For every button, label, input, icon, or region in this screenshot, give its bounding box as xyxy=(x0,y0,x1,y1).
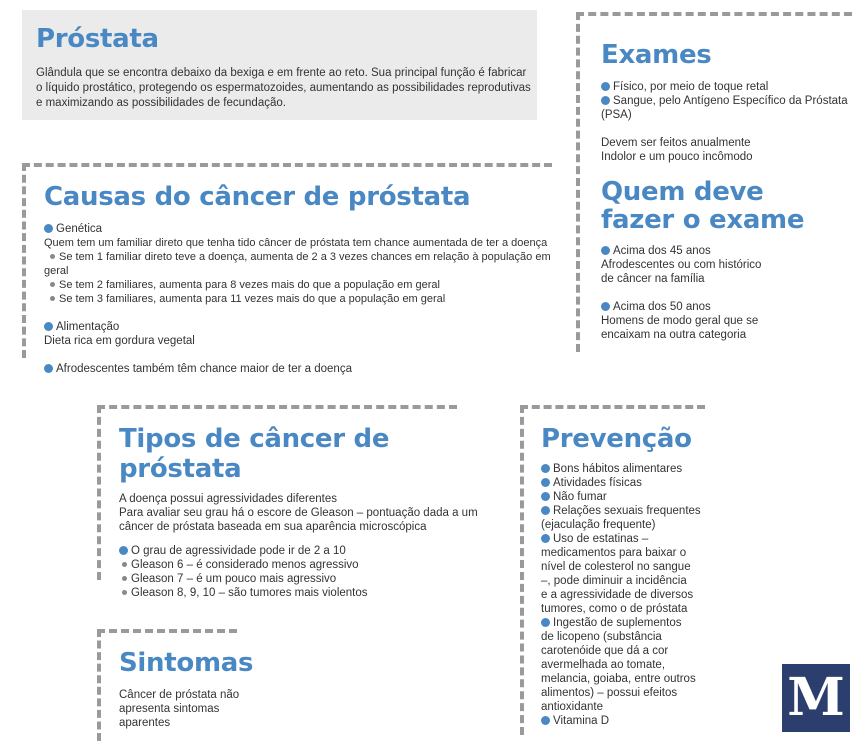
causas-subitem: Se tem 2 familiares, aumenta para 8 vezes mais do que a população em geral xyxy=(44,278,554,292)
exames-border-top xyxy=(576,12,852,16)
tipos-subitem: Gleason 8, 9, 10 – são tumores mais violentos xyxy=(119,586,479,600)
bullet-icon xyxy=(44,364,53,373)
prevencao-text: –, pode diminuir a incidência xyxy=(541,575,687,587)
quem-deve-section xyxy=(601,178,856,342)
exames-note: Indolor e um pouco incômodo xyxy=(601,151,753,163)
sintomas-border-left xyxy=(97,629,101,741)
bullet-icon xyxy=(44,322,53,331)
causas-text: Dieta rica em gordura vegetal xyxy=(44,335,195,347)
bullet-icon xyxy=(601,82,610,91)
causas-item: Afrodescentes também têm chance maior de ter a doença xyxy=(44,362,554,376)
causas-title: Causas do câncer de próstata xyxy=(44,182,471,212)
bullet-icon xyxy=(601,96,610,105)
bullet-icon xyxy=(541,464,550,473)
logo xyxy=(782,664,850,732)
bullet-icon xyxy=(541,534,550,543)
causas-subitem: Se tem 3 familiares, aumenta para 11 vezes mais do que a população em geral xyxy=(44,292,554,306)
exames-section xyxy=(601,40,856,164)
tipos-text: A doença possui agressividades diferentes xyxy=(119,493,338,505)
prevencao-text: melancia, goiaba, entre outros xyxy=(541,673,696,685)
quem-deve-text: Homens de modo geral que se xyxy=(601,315,759,327)
causas-subitem: Se tem 1 familiar direto teve a doença, aumenta de 2 a 3 vezes chances em relação à população em geral xyxy=(44,251,551,277)
prevencao-text: de licopeno (substância xyxy=(541,631,662,643)
causas-item: Alimentação xyxy=(44,320,554,334)
prevencao-item: Relações sexuais frequentes xyxy=(541,504,771,518)
bullet-icon xyxy=(541,478,550,487)
sintomas-section xyxy=(119,648,319,730)
prevencao-text: tumores, como o de próstata xyxy=(541,603,688,615)
causas-section xyxy=(44,182,554,376)
sintomas-text: aparentes xyxy=(119,717,171,729)
prevencao-text: alimentos) – possui efeitos xyxy=(541,687,678,699)
prevencao-item: Atividades físicas xyxy=(541,476,771,490)
bullet-icon xyxy=(541,492,550,501)
sintomas-title: Sintomas xyxy=(119,648,254,678)
sintomas-border-top xyxy=(97,629,237,633)
exames-item: Sangue, pelo Antígeno Específico da Próstata (PSA) xyxy=(601,95,848,121)
exames-note: Devem ser feitos anualmente xyxy=(601,137,751,149)
prostata-description: Glândula que se encontra debaixo da bexiga e em frente ao reto. Sua principal função é fabricar o líquido prostático, protegendo os espermatozoides, aumentando as possibilidades reprodutivas e maximizando as possibilidades de fecundação. xyxy=(36,67,531,109)
quem-deve-title: Quem deve fazer o exame xyxy=(601,177,805,235)
bullet-icon xyxy=(601,302,610,311)
bullet-icon xyxy=(44,224,53,233)
quem-deve-item: Acima dos 50 anos xyxy=(601,300,856,314)
prevencao-item: Vitamina D xyxy=(541,714,771,728)
sintomas-text: Câncer de próstata não xyxy=(119,689,240,701)
tipos-title: Tipos de câncer de próstata xyxy=(119,424,390,484)
prevencao-section xyxy=(541,424,771,728)
tipos-subitem: Gleason 7 – é um pouco mais agressivo xyxy=(119,572,479,586)
small-bullet-icon xyxy=(122,590,127,595)
causas-item: Genética xyxy=(44,222,554,236)
prevencao-item: Uso de estatinas – xyxy=(541,532,771,546)
prostata-section xyxy=(22,10,537,120)
prostata-title: Próstata xyxy=(36,24,159,54)
causas-text: Quem tem um familiar direto que tenha tido câncer de próstata tem chance aumentada de ter a doença xyxy=(44,237,548,249)
logo-letter: M xyxy=(787,667,845,728)
tipos-item: O grau de agressividade pode ir de 2 a 10 xyxy=(119,544,479,558)
bullet-icon xyxy=(119,546,128,555)
tipos-subitem: Gleason 6 – é considerado menos agressivo xyxy=(119,558,479,572)
prevencao-text: e a agressividade de diversos xyxy=(541,589,694,601)
tipos-border-top xyxy=(97,405,457,409)
causas-border-left xyxy=(22,163,26,358)
sintomas-text: apresenta sintomas xyxy=(119,703,220,715)
exames-item: Físico, por meio de toque retal xyxy=(601,80,856,94)
exames-border-left xyxy=(576,12,580,352)
small-bullet-icon xyxy=(50,282,55,287)
quem-deve-item: Acima dos 45 anos xyxy=(601,244,856,258)
small-bullet-icon xyxy=(50,254,55,259)
tipos-text: Para avaliar seu grau há o escore de Gleason – pontuação dada a um xyxy=(119,507,478,519)
bullet-icon xyxy=(541,618,550,627)
quem-deve-text: encaixam na outra categoria xyxy=(601,329,747,341)
quem-deve-text: de câncer na família xyxy=(601,273,705,285)
tipos-border-left xyxy=(97,405,101,580)
small-bullet-icon xyxy=(122,562,127,567)
prevencao-text: carotenóide que dá a cor xyxy=(541,645,669,657)
small-bullet-icon xyxy=(50,296,55,301)
prevencao-text: (ejaculação frequente) xyxy=(541,519,656,531)
prevencao-border-left xyxy=(520,405,524,735)
prevencao-item: Bons hábitos alimentares xyxy=(541,462,771,476)
tipos-section xyxy=(119,424,479,600)
bullet-icon xyxy=(541,716,550,725)
bullet-icon xyxy=(541,506,550,515)
prevencao-item: Ingestão de suplementos xyxy=(541,616,771,630)
prevencao-border-top xyxy=(520,405,705,409)
prevencao-text: medicamentos para baixar o xyxy=(541,547,687,559)
bullet-icon xyxy=(601,246,610,255)
tipos-text: câncer de próstata baseada em sua aparência microscópica xyxy=(119,521,427,533)
prevencao-text: avermelhada ao tomate, xyxy=(541,659,666,671)
exames-title: Exames xyxy=(601,40,712,70)
quem-deve-text: Afrodescentes ou com histórico xyxy=(601,259,762,271)
prevencao-text: nível de colesterol no sangue xyxy=(541,561,691,573)
prevencao-text: antioxidante xyxy=(541,701,604,713)
prevencao-title: Prevenção xyxy=(541,424,692,454)
causas-border-top xyxy=(22,163,552,167)
prevencao-list xyxy=(541,462,771,728)
prevencao-item: Não fumar xyxy=(541,490,771,504)
small-bullet-icon xyxy=(122,576,127,581)
